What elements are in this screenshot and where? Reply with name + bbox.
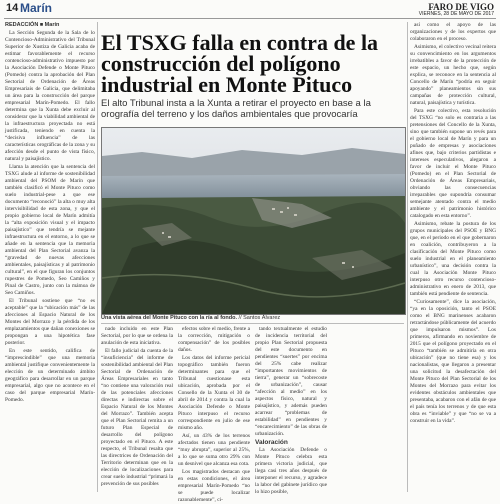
page-number: 14 [6, 2, 19, 14]
caption-text: Una vista aérea del Monte Pituco con la ría al fondo. [101, 315, 238, 321]
subsection-heading: Valoración [255, 439, 288, 446]
article-column-5 [410, 22, 496, 492]
column-rule [97, 22, 98, 492]
paragraph: Asimismo, el colectivo vecinal reitera su convencimiento en los argumentos irrebatibles a favor de la protección de este espacio, un hecho que, según explica, se reconoce en la sentencia al Concello de Marín “podría en seguir apoyando” planeamientos sin sus campañas de protección cultural, natural, paisajística y turística. [410, 44, 496, 106]
newspaper-name: FARO DE VIGO [428, 2, 494, 12]
photo-caption [101, 315, 404, 321]
paragraph: así como el apoyo de las organizaciones y de los expertos que colaboraron en el proceso. [410, 22, 496, 42]
page-header [4, 2, 496, 19]
caption-rule [101, 323, 404, 324]
paragraph: El Tribunal sostiene que “no es aceptable” que la “ubicación más” de las afecciones al Espacio Natural de los Montes del Morrazo y la pérdida de los emplazamientos que dañan conexiones se propongan a una hipotética fase posterior. [5, 298, 95, 346]
paragraph: La Sección Segunda de la Sala de lo Contencioso-Administrativo del Tribunal Superior de Xustiza de Galicia acaba de estimar favorablemente el recurso contencioso-administrativo impuesto por la Asociación Defende o Monte Pituco (Pomedo) contra la aprobación del Plan Sectorial de Ordenación de Áreas Empresariais de Galicia, que delimitaba un área para la construcción del parque empresarial Marín-Pomedo. El fallo determina que la Xunta debe excluir al considerar que la viabilidad ambiental de la infraestructura proyectada no está justificada, teniendo en cuenta la “decisiva influencia” de las características orográficas de la zona y su afección desde el punto de vista físico, natural y paisajístico. [5, 30, 95, 162]
paragraph: Los magistrados destacan que en estas condiciones, el área empresarial Marín-Pomedo “no se puede localizar razonablemente”, ci- [178, 469, 250, 503]
paragraph: Los datos del informe pericial topográfico también fueron determinantes para que el Tribunal cuestionase esta ubicación, aprobada por el Consello de la Xunta el 30 de abril de 2014 y contra la cual la Asociación Defende o Monte Pituco interpuso el recurso correspondiente en julio de ese mismo año. [178, 355, 250, 431]
article-column-3 [178, 326, 250, 503]
aerial-photo [101, 127, 406, 315]
byline: REDACCIÓN ■ Marín [5, 22, 60, 28]
paragraph: tando textualmente el estudio de incidencia territorial del propio Plan Sectorial propuesta del este documento en pendientes “suertes” por encima del 25% cabe realizar “importantes movimientos de tierra”, generar un “sobrecoste de urbanización”, causar “afección al medio” en los aspectos físico, natural y paisajístico, y además pueden acarrear “problemas de estabilidad” en pendientes y “encarecimiento” de las obras de urbanización. [255, 326, 327, 437]
paragraph: efectos sobre el medio, frente a la corrección, mitigación o compensación” de los posibles daños. [178, 326, 250, 353]
paragraph: nado incluido en este Plan Sectorial, por lo que se ordena la anulación de esta iniciativa. [101, 326, 173, 346]
section-title: Marín [20, 1, 53, 15]
paragraph: Asimismo, rebate la postura de los grupos municipales del PSOE y BNG que, en el periodo en el que gobernaron en coalición, contribuyeron a la clasificación del Monte Pituco como suelo industrial en el planeamiento urbanístico”, una decisión contra la cual la Asociación Monte Pituco interpuso otro recurso contencioso-administrativo en enero de 2013, que también está pendiente de sentencia. [410, 221, 496, 297]
column-rule [407, 22, 408, 492]
issue-date: VIERNES, 28 DE MAYO DE 2017 [418, 11, 494, 17]
paragraph: En este sentido, califica de “imprescindible” que una memoria ambiental justifique convenientemente la elección de un determinado ámbito geográfico para desarrollar en un parque empresarial, algo que no acontece en el caso del parque empresarial Marín-Pomedo. [5, 348, 95, 403]
paragraph: Así, un 43% de los terrenos afectados tienen una pendiente “muy abrupta”, superior al 25%, a lo que se suma otro 29% con un desnivel que alcanza esa cota. [178, 433, 250, 467]
paragraph: La Asociación Defende o Monte Pituco celebra esta primera victoria judicial, que llega casi tres años después de interponer el recurso, y agradece la labor del gabinete jurídico que lo hizo posible, [255, 447, 327, 495]
paragraph: Llama la atención que la sentencia del TSXG alude al informe de sostenibilidad ambiental del PSOM de Marín que también clasificó el Monte Pituco como suelo industrial-pese a que ese documento “reconoció” la alta o muy alta intervisibilidad de esta zona, y que el propio gobierno local de Marín admitía la “alta exposición visual y el impacto paisajístico” que tendría se mejante infraestructura en el entorno, a lo que se añade en la sentencia que la memoria ambiental del Plan Sectorial avanza la “gravedad de nuevas afecciones ambientales, paisajísticas y al patrimonio cultural”, en el que figuran los conjuntos rupestres de Pomedo, Seo Camiños y Pinal de Castro, junto con la mámoa de Seo Camiños. [5, 164, 95, 296]
headline: El TSXG falla en contra de la construcción del polígono industrial en Monte Pituco [101, 30, 379, 97]
subheadline: El alto Tribunal insta a la Xunta a retirar el proyecto en base a la orografía del terreno y los daños ambientales que provocaría [101, 98, 371, 120]
article-column-4 [255, 326, 327, 495]
photo-credit: // Santos Álvarez [238, 315, 281, 321]
article-column-2 [101, 326, 173, 492]
paragraph: El fallo judicial da cuenta de la “insuficiencia” del informe de sostenibilidad ambiental del Plan Sectorial de Ordenación de Áreas Empresariales en tanto “no contiene una valoración real de las potenciales afecciones directas e indirectas sobre el Espacio Natural de los Montes del Morrazo”. También acepta que el Plan Sectorial remita a un futuro Plan Especial de desarrollo del polígono proyectado en el Pituco. A este respecto, el Tribunal resalta que las directrices de Ordenación del Territorio determinan que en la elección de localizaciones para crear suelo industrial “primará la prevención de sus posibles [101, 348, 173, 487]
article-column-1 [5, 22, 95, 492]
aerial-landscape-image [102, 128, 405, 314]
paragraph: “Curiosamente”, dice la asociación, “ya en la oposición, tanto el PSOE como el BNG marinenses acabaron retractándose públicamente del acuerdo que impulsaron mismos”. Los primeros, afirmando en noviembre de 2015 que el polígono proyectado en el Pituco “también se admitiría en otra ubicación” (que no tiene esa) y los nacionalistas, que llegaron a presentar una solicitud la desafectación del Monte Pituco del Plan Sectorial de los Montes del Morrazo para evitar los evidentes obstáculos ambientales que presentaba, acabaron con el afán de que el país tenía los terrenos y de que esta obra es “inviable” y que “no se va a construir en la vida”. [410, 299, 496, 424]
paragraph: Para este colectivo, esta resolución del TSXG “no solo es contraria a las pretensiones del Concello de la Xunta, sino que también supone un revés para el gobierno local de Marín y para un puñado de empresas y asociaciones afines que, bajo criterios partidistas e intereses especulativos, alegaron a favor de incluir el Monte Pituco (Pomedo) en el Plan Sectorial de Ordenación de Áreas Empresariais, obviando las consecuencias irreparables que supondría consumar semejante atentado contra el medio ambiente y el patrimonio histórico catalogado en esta entorno”. [410, 108, 496, 219]
